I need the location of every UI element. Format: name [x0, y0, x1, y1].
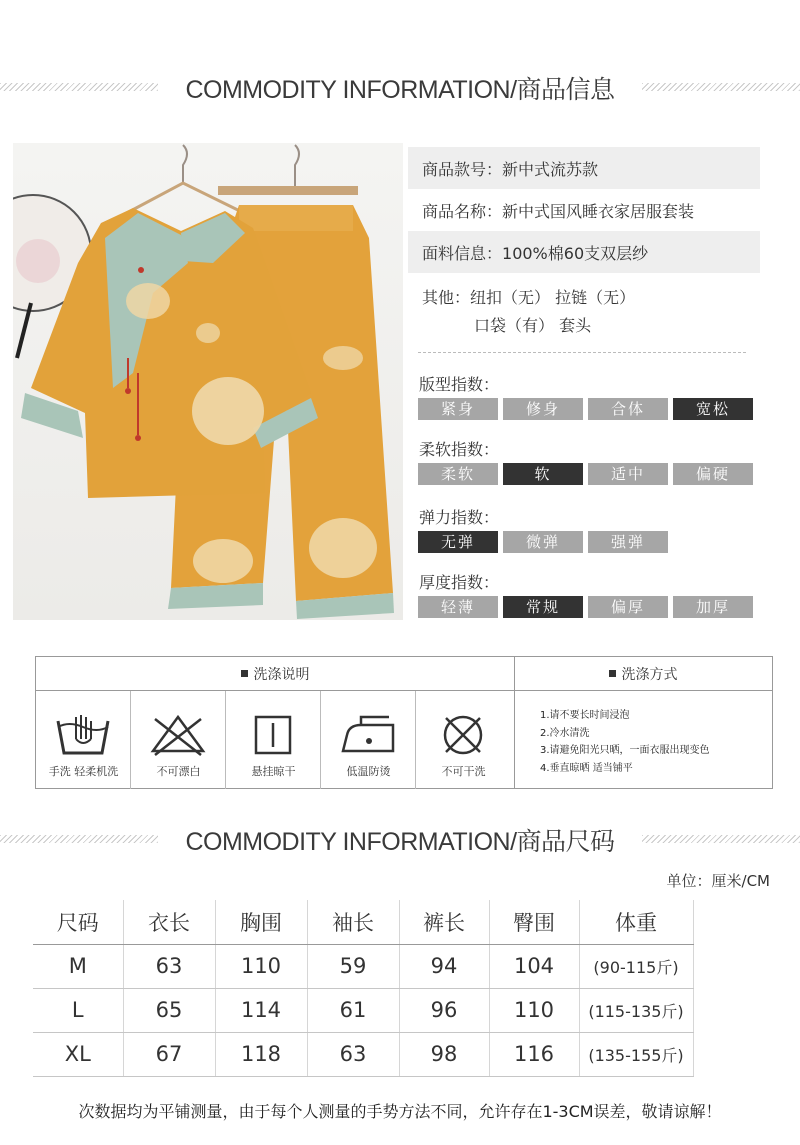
thickness-index-label: 厚度指数： [419, 573, 500, 592]
table-cell: (115-135斤) [579, 988, 693, 1032]
hatch-decoration [0, 835, 158, 843]
wash-note: 3.请避免阳光只晒，一面衣服出现变色 [540, 745, 710, 756]
hatch-decoration [642, 83, 800, 91]
thickness-index-options [418, 596, 753, 618]
hang-dry-icon [244, 713, 302, 757]
hatch-decoration [642, 835, 800, 843]
wash-instructions-header: 洗涤说明 [36, 657, 514, 691]
index-option: 修身 [503, 398, 583, 420]
info-row-product-name [408, 189, 760, 231]
other-line-2: 口袋（有） 套头 [474, 316, 592, 335]
table-cell: M [33, 944, 123, 988]
wash-notes [540, 707, 710, 777]
fit-index-options [418, 398, 753, 420]
info-value: 100%棉60支双层纱 [502, 243, 649, 263]
table-cell: 110 [489, 988, 579, 1032]
low-iron-icon [339, 713, 397, 757]
no-bleach-icon [149, 713, 207, 757]
column-header: 臀围 [489, 900, 579, 944]
wash-method-header: 洗涤方式 [514, 657, 772, 691]
wash-note: 1.请不要长时间浸泡 [540, 710, 630, 721]
dashed-divider [418, 352, 746, 353]
column-header: 裤长 [399, 900, 489, 944]
table-cell: 110 [215, 944, 307, 988]
softness-index-options [418, 463, 753, 485]
info-row-style-no [408, 147, 760, 189]
wash-caption: 低温防烫 [346, 765, 391, 778]
column-header: 尺码 [33, 900, 123, 944]
info-other [422, 284, 635, 340]
measurement-footnote: 次数据均为平铺测量，由于每个人测量的手势方法不同，允许存在1-3CM误差，敬请谅解！ [78, 1102, 722, 1121]
size-section-title: COMMODITY INFORMATION/商品尺码 [185, 828, 615, 856]
size-section-header [0, 820, 800, 860]
index-option: 偏硬 [673, 463, 753, 485]
table-cell: 98 [399, 1032, 489, 1076]
wash-caption: 悬挂晾干 [251, 765, 296, 778]
wash-caption: 不可漂白 [156, 765, 201, 778]
index-option: 加厚 [673, 596, 753, 618]
column-divider [514, 657, 515, 788]
index-option: 微弹 [503, 531, 583, 553]
info-label: 面料信息： [422, 243, 503, 263]
other-line-1: 纽扣（无） 拉链（无） [470, 288, 636, 307]
index-option-selected: 软 [503, 463, 583, 485]
wash-cell [226, 691, 321, 789]
size-table-header [33, 900, 693, 944]
table-cell: 96 [399, 988, 489, 1032]
index-option: 合体 [588, 398, 668, 420]
product-photo [13, 143, 403, 620]
info-row-fabric [408, 231, 760, 273]
hatch-decoration [0, 83, 158, 91]
table-row [33, 988, 693, 1032]
column-header: 胸围 [215, 900, 307, 944]
wash-cell [36, 691, 131, 789]
table-cell: 63 [123, 944, 215, 988]
table-cell: 59 [307, 944, 399, 988]
wash-cell [321, 691, 416, 789]
info-section-header [0, 68, 800, 108]
column-header: 衣长 [123, 900, 215, 944]
table-row [33, 1032, 693, 1076]
index-option-selected: 常规 [503, 596, 583, 618]
wash-note: 2.冷水清洗 [540, 727, 590, 739]
washing-table [35, 656, 773, 789]
index-option: 轻薄 [418, 596, 498, 618]
table-cell: 104 [489, 944, 579, 988]
info-section-title: COMMODITY INFORMATION/商品信息 [185, 76, 615, 104]
hand-wash-icon [54, 713, 112, 757]
table-cell: 114 [215, 988, 307, 1032]
table-cell: (90-115斤) [579, 944, 693, 988]
size-unit: 单位：厘米/CM [666, 872, 770, 890]
table-row [33, 944, 693, 988]
table-cell: 116 [489, 1032, 579, 1076]
wash-caption: 不可干洗 [441, 765, 486, 778]
info-label: 商品名称： [422, 201, 503, 221]
wash-note: 4.垂直晾晒 适当铺平 [540, 762, 633, 774]
table-cell: 63 [307, 1032, 399, 1076]
column-header: 体重 [579, 900, 693, 944]
info-label: 商品款号： [422, 159, 503, 179]
index-option: 偏厚 [588, 596, 668, 618]
index-option-selected: 宽松 [673, 398, 753, 420]
wash-caption: 手洗 轻柔机洗 [48, 765, 119, 778]
wash-cell [131, 691, 226, 789]
column-header: 袖长 [307, 900, 399, 944]
table-cell: 118 [215, 1032, 307, 1076]
info-value: 新中式流苏款 [502, 159, 599, 179]
table-cell: 61 [307, 988, 399, 1032]
other-label: 其他： [422, 288, 471, 307]
softness-index-label: 柔软指数： [419, 440, 500, 459]
index-option: 紧身 [418, 398, 498, 420]
elasticity-index-label: 弹力指数： [419, 508, 500, 527]
table-cell: 65 [123, 988, 215, 1032]
table-cell: (135-155斤) [579, 1032, 693, 1076]
elasticity-index-options [418, 531, 668, 553]
table-cell: 67 [123, 1032, 215, 1076]
index-option: 柔软 [418, 463, 498, 485]
fit-index-label: 版型指数： [419, 375, 500, 394]
no-dry-clean-icon [434, 713, 492, 757]
index-option: 适中 [588, 463, 668, 485]
table-cell: 94 [399, 944, 489, 988]
table-cell: L [33, 988, 123, 1032]
index-option: 强弹 [588, 531, 668, 553]
info-value: 新中式国风睡衣家居服套装 [502, 201, 695, 221]
table-cell: XL [33, 1032, 123, 1076]
wash-cell [416, 691, 511, 789]
size-table [33, 900, 694, 1077]
index-option-selected: 无弹 [418, 531, 498, 553]
